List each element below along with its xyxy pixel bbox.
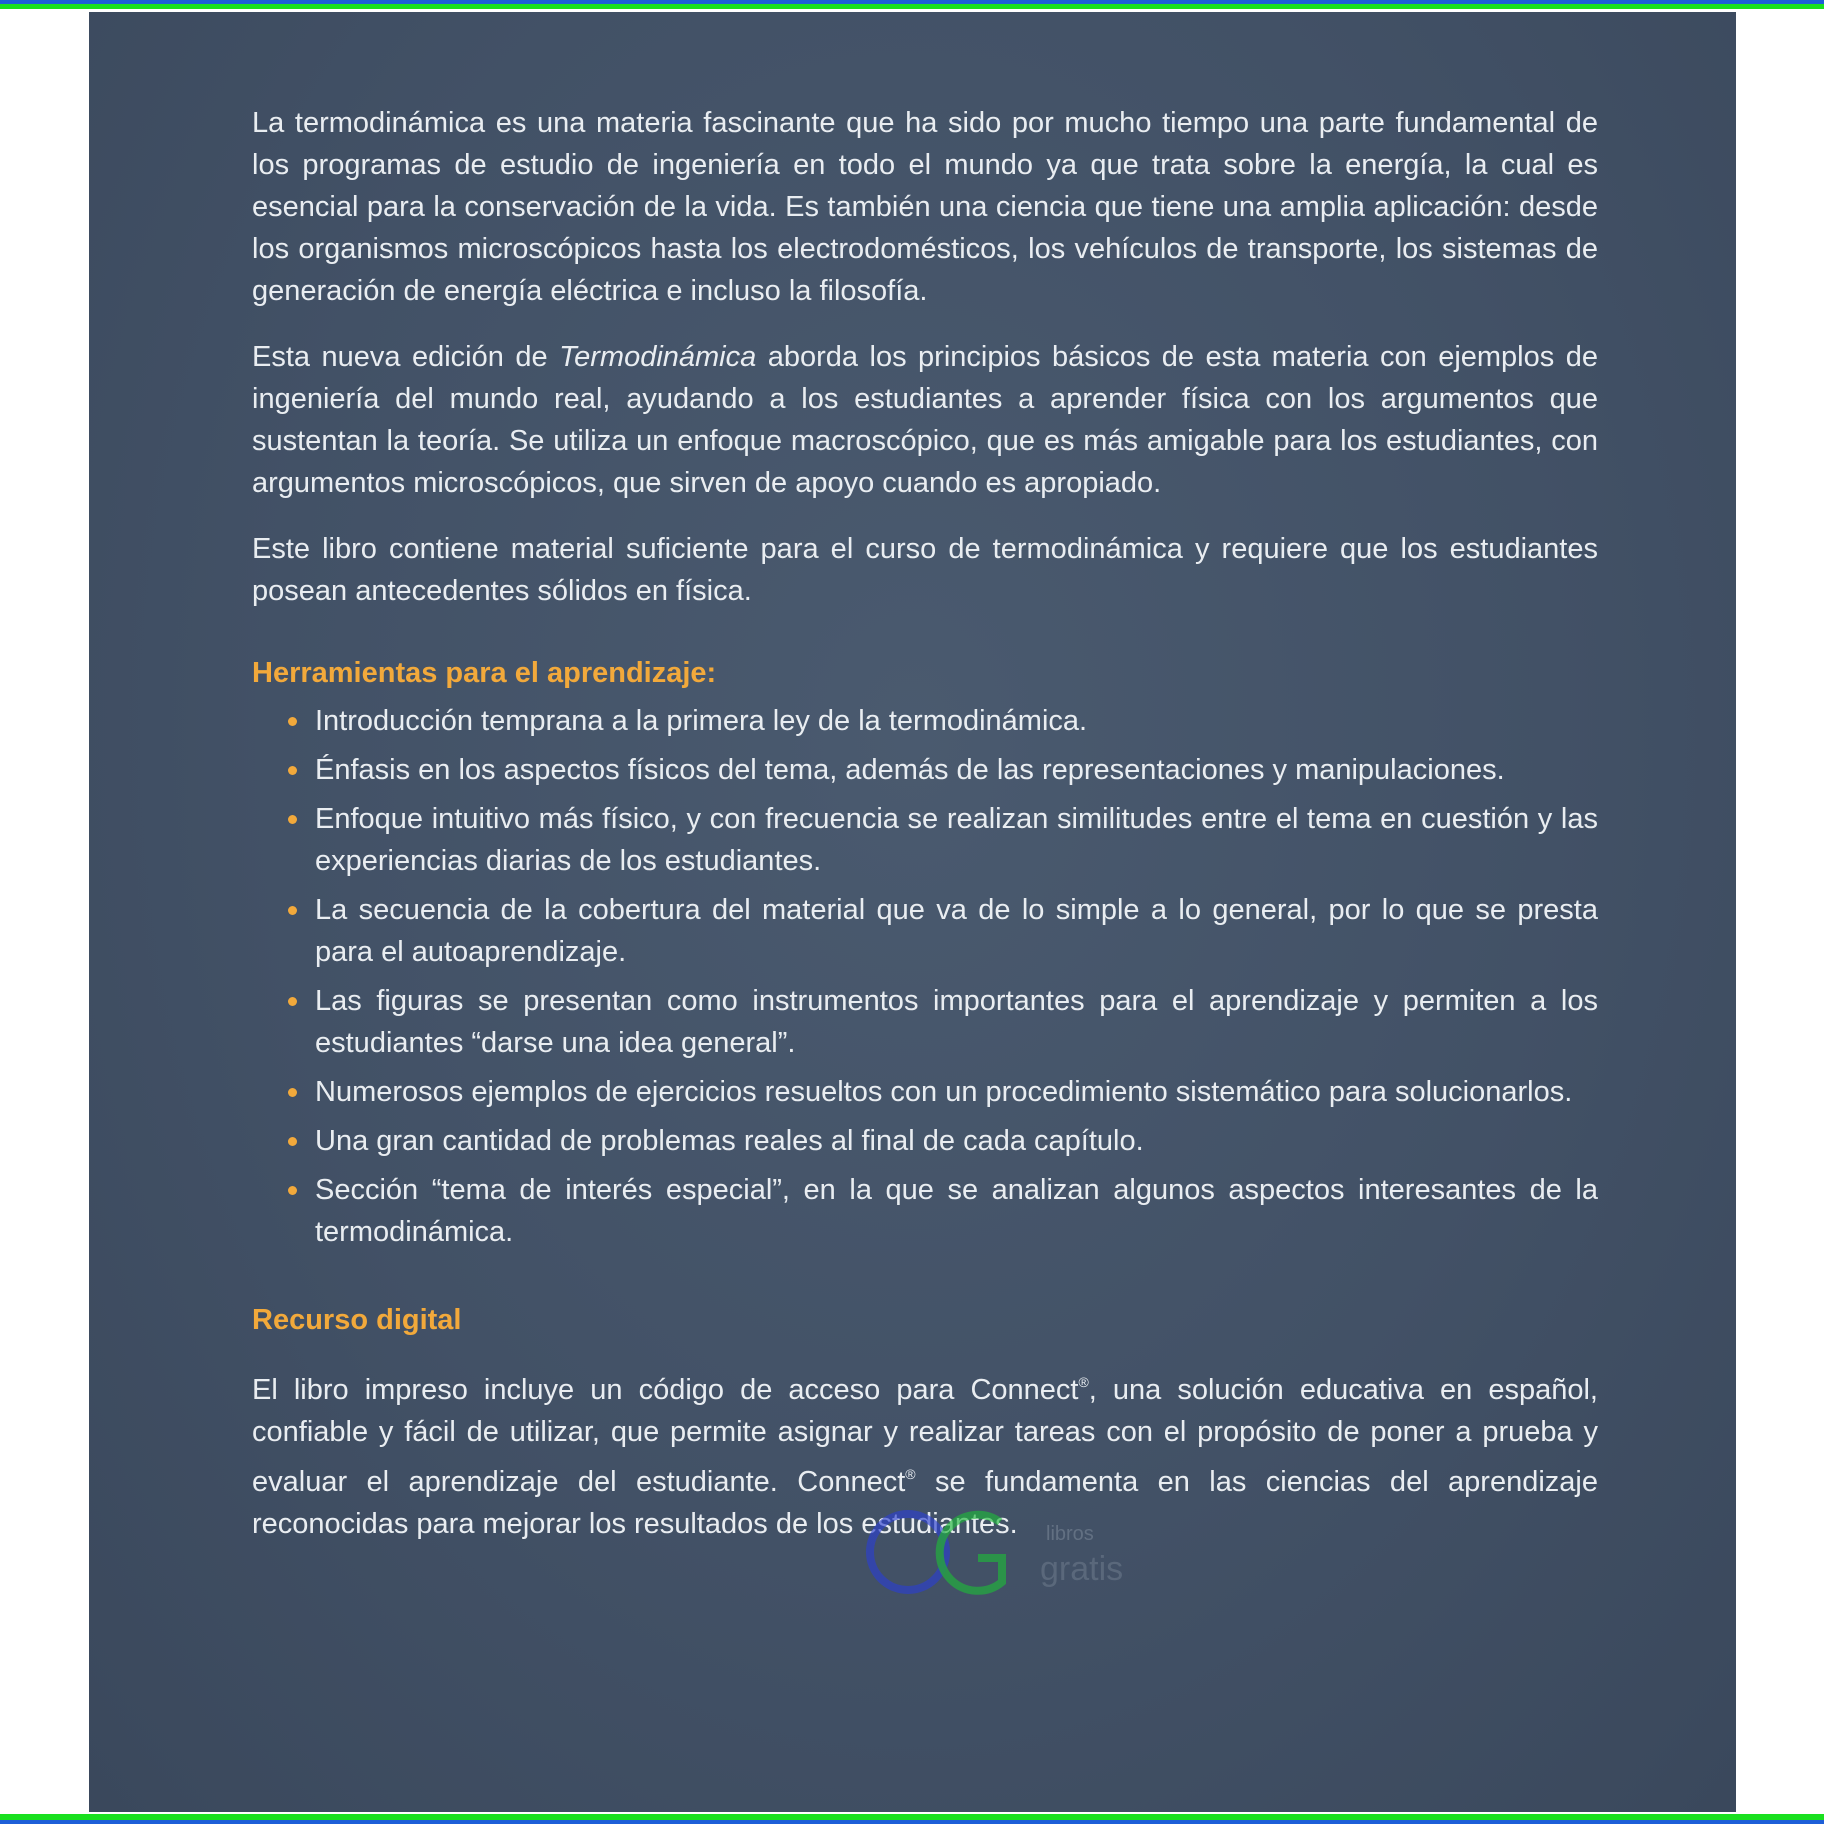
list-item [252, 1169, 1598, 1253]
watermark-blue-ring [870, 1514, 946, 1590]
registered-mark: ® [905, 1466, 916, 1482]
bullet-icon [288, 766, 297, 775]
list-item [252, 980, 1598, 1064]
intro-paragraph-1: La termodinámica es una materia fascinante que ha sido por mucho tiempo una parte fundamental de los programas de estudio de ingeniería en todo el mundo ya que trata sobre la energía, la cual es esencial para la conservación de la vida. Es también una ciencia que tiene una amplia aplicación: desde los organismos microscópicos hasta los electrodomésticos, los vehículos de transporte, los sistemas de generación de energía eléctrica e incluso la filosofía. [252, 107, 1598, 307]
intro-paragraph-2 [252, 336, 1598, 504]
tools-heading: Herramientas para el aprendizaje: [252, 657, 717, 689]
digital-resource-heading: Recurso digital [252, 1304, 462, 1336]
list-item-text: Las figuras se presentan como instrumentos importantes para el aprendizaje y permiten a los estudiantes “darse una idea general”. [315, 985, 1598, 1059]
bullet-icon [288, 997, 297, 1006]
libros-gratis-watermark-logo [850, 1500, 1140, 1610]
registered-mark: ® [1078, 1374, 1089, 1390]
list-item [252, 1120, 1598, 1162]
book-title: Termodinámica [559, 341, 757, 373]
watermark-word-top: libros [1046, 1523, 1094, 1545]
intro-p2-start: Esta nueva edición de [252, 341, 560, 373]
list-item-text: Una gran cantidad de problemas reales al final de cada capítulo. [315, 1125, 1144, 1157]
list-item-text: La secuencia de la cobertura del material que va de lo simple a lo general, por lo que se presta para el autoaprendizaje. [315, 894, 1598, 968]
list-item [252, 889, 1598, 973]
bullet-icon [288, 1088, 297, 1097]
cover-text [252, 102, 1598, 1569]
intro-paragraph-3: Este libro contiene material suficiente para el curso de termodinámica y requiere que los estudiantes posean antecedentes sólidos en física. [252, 533, 1598, 607]
frame-bottom-border [0, 1812, 1824, 1824]
list-item-text: Sección “tema de interés especial”, en la que se analizan algunos aspectos interesantes de la termodinámica. [315, 1174, 1598, 1248]
list-item-text: Numerosos ejemplos de ejercicios resueltos con un procedimiento sistemático para solucionarlos. [315, 1076, 1573, 1108]
intro-p2-end: aborda los principios básicos de esta materia con ejemplos de ingeniería del mundo real, ayudando a los estudiantes a aprender física con los argumentos que sustentan la teoría. Se utiliza un enfoque macroscópico, que es más amigable para los estudiantes, con argumentos microscópicos, que sirven de apoyo cuando es apropiado. [252, 341, 1598, 499]
list-item-text: Énfasis en los aspectos físicos del tema, además de las representaciones y manipulaciones. [315, 754, 1505, 786]
bullet-icon [288, 906, 297, 915]
digital-text-c: se fundamenta en las ciencias del aprendizaje reconocidas para mejorar los resultados de los estudiantes. [252, 1466, 1598, 1540]
list-item [252, 749, 1598, 791]
watermark-word-bottom: gratis [1040, 1550, 1124, 1588]
bullet-icon [288, 1186, 297, 1195]
bullet-icon [288, 815, 297, 824]
list-item [252, 700, 1598, 742]
tools-list [252, 700, 1598, 1253]
list-item [252, 1071, 1598, 1113]
list-item-text: Introducción temprana a la primera ley de la termodinámica. [315, 705, 1088, 737]
list-item [252, 798, 1598, 882]
digital-text-a: El libro impreso incluye un código de acceso para Connect [252, 1374, 1079, 1406]
bullet-icon [288, 717, 297, 726]
list-item-text: Enfoque intuitivo más físico, y con frecuencia se realizan similitudes entre el tema en cuestión y las experiencias diarias de los estudiantes. [315, 803, 1598, 877]
digital-text-b: , una solución educativa en español, confiable y fácil de utilizar, que permite asignar y realizar tareas con el propósito de poner a prueba y evaluar el aprendizaje del estudiante. Connect [252, 1374, 1598, 1498]
bullet-icon [288, 1137, 297, 1146]
